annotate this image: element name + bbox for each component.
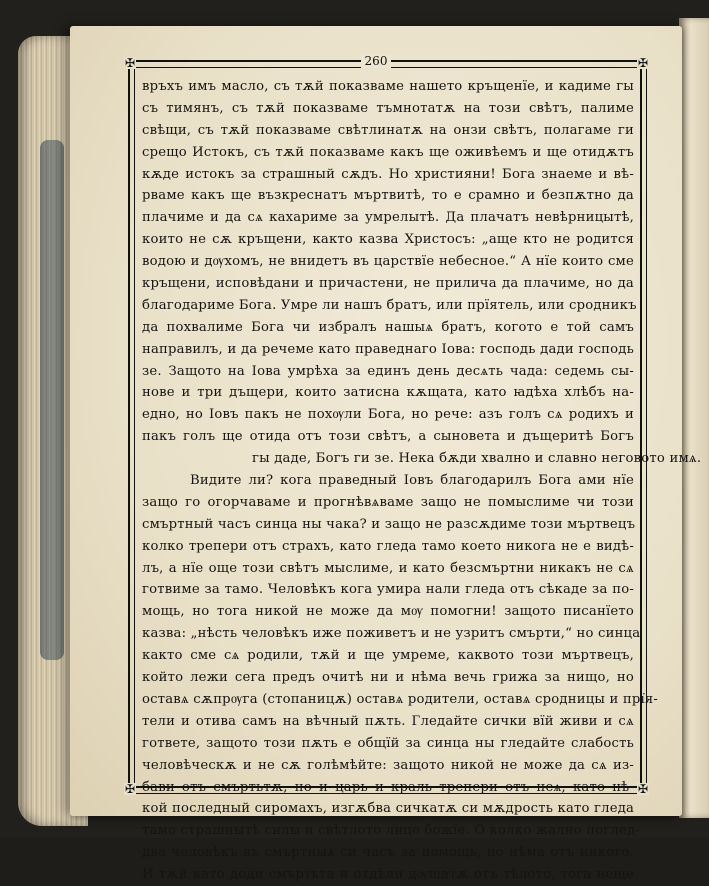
text-line: които не сѫ кръщени, както казва Христосъ: „аще кто не родится <box>142 232 634 248</box>
text-line: кръщени, исповѣдани и причастени, не прилича да плачиме, но да <box>142 276 634 292</box>
text-line: едно, но Iовъ пакъ не похѹли Бога, но рече: азъ голъ сѧ родихъ и <box>142 407 634 423</box>
text-line: срещо Истокъ, съ тѫй показваме какъ ще оживѣемъ и ще отидѫтъ <box>142 144 634 160</box>
next-page-edge <box>679 18 709 818</box>
book-page <box>70 26 702 883</box>
text-line: кой последный сиромахъ, изгѫбва сичкатѫ си мѫдрость като гледа <box>142 801 635 817</box>
text-line: Видите ли? кога праведный Iовъ благодарилъ Бога ами нїе <box>190 473 634 489</box>
text-line: два человѣкъ въ смъртныѧ си часъ за помощь, но нѣма отъ никого. <box>142 845 634 861</box>
text-line: свѣщи, съ тѫй показваме свѣтлинатѫ на онзи свѣтъ, полагаме ги <box>142 122 634 138</box>
text-line: направилъ, и да речеме като праведнаго Iова: господь дади господь <box>142 341 634 357</box>
text-line: гответе, защото този пѫть е общїй за синца ны гледайте слабость <box>142 735 634 751</box>
text-line: смъртный часъ синца ны чака? и защо не разсѫдиме този мъртвецъ <box>142 516 636 532</box>
corner-ornament-icon: ✠ <box>637 782 649 796</box>
text-line: тели и отива самъ на вѣчный пѫть. Гледайте сички вїй живи и сѧ <box>142 713 634 729</box>
text-line: връхъ имъ масло, съ тѫй показваме нашето кръщенїе, и кадиме гы <box>142 79 634 94</box>
text-line: колко трепери отъ страхъ, като гледа тамо което никога не е видѣ- <box>142 538 634 554</box>
text-line: кѫде истокъ за страшный сѫдъ. Но християни! Бога знаеме и вѣ- <box>142 166 634 182</box>
text-line: готвиме за тамо. Человѣкъ кога умира нали гледа отъ сѣкаде за по- <box>142 582 634 598</box>
text-line: лъ, а нїе още този свѣтъ мыслиме, и като безсмъртни никакъ не сѧ <box>142 560 634 576</box>
text-line: И тѫй като доди смъртьта и отдѣли дѹшатѫ отъ тѣлото, тога неще <box>142 867 634 883</box>
text-line: нове и три дъщери, които затисна кѫщата, като ꙗдѣха хлѣбъ на- <box>142 385 634 401</box>
text-line: водою и дѹхомъ, не внидетъ въ царствїе небесное.“ А нїе които сме <box>142 254 634 270</box>
text-line: плачиме и да сѧ кахариме за умрелытѣ. Да плачатъ невѣрницытѣ, <box>142 210 634 226</box>
border-left-rule <box>128 62 135 792</box>
text-line: мощь, но тога никой не може да мѹ помогни! защото писанїето <box>142 604 634 620</box>
text-line: който лежи сега предъ очитѣ ни и нѣма вечь грижа за нищо, но <box>142 670 634 686</box>
text-line: гы даде, Богъ ги зе. Нека бѫди хвално и славно неговото имѧ. <box>252 451 702 467</box>
corner-ornament-icon: ✠ <box>637 56 649 70</box>
page-number-text: 260 <box>361 54 392 68</box>
text-line: человѣческѫ и не сѫ голѣмѣйте: защото никой не може да сѧ из- <box>142 757 634 773</box>
text-line: тамо страшнытѣ силы и свѣтлото лице божїе. О колко жално поглед- <box>142 823 641 839</box>
border-right-rule <box>640 62 647 792</box>
text-line: бави отъ смъртьтѫ, но и царь и краль трепери отъ неѧ, като нѣ- <box>142 779 634 795</box>
text-line: да похвалиме Бога чи избралъ нашыѧ братъ, когото е той самъ <box>142 319 634 335</box>
text-line: пакъ голъ ще отида отъ този свѣтъ, а сыновета и дъщеритѣ Богъ <box>142 429 634 445</box>
book-binding <box>40 140 64 660</box>
page-number <box>70 54 682 68</box>
corner-ornament-icon: ✠ <box>124 56 136 70</box>
text-line: съ тимянъ, съ тѫй показваме тъмнотатѫ на този свѣтъ, палиме <box>142 100 634 116</box>
corner-ornament-icon: ✠ <box>124 782 136 796</box>
text-line: казва: „нѣсть человѣкъ иже поживетъ и не узритъ смърти,“ но синца <box>142 626 641 642</box>
text-line: зе. Защото на Iова умрѣха за единъ день десѧть чада: седемь сы- <box>142 363 634 379</box>
text-line: оставѧ сѫпрѹга (стопаницѫ) оставѧ родители, оставѧ сродницы и прїя- <box>142 691 659 707</box>
text-line: благодариме Бога. Умре ли нашъ братъ, или прїятель, или сродникъ <box>142 297 637 313</box>
text-line: рваме какъ ще възкреснатъ мъртвитѣ, то е срамно и безпѫтно да <box>142 188 634 204</box>
page-text-block <box>142 76 702 883</box>
text-line: както сме сѧ родили, тѫй и ще умреме, каквото този мъртвецъ, <box>142 648 634 664</box>
text-line: защо го огорчаваме и прогнѣвѧваме защо не помыслиме чи този <box>142 494 634 510</box>
